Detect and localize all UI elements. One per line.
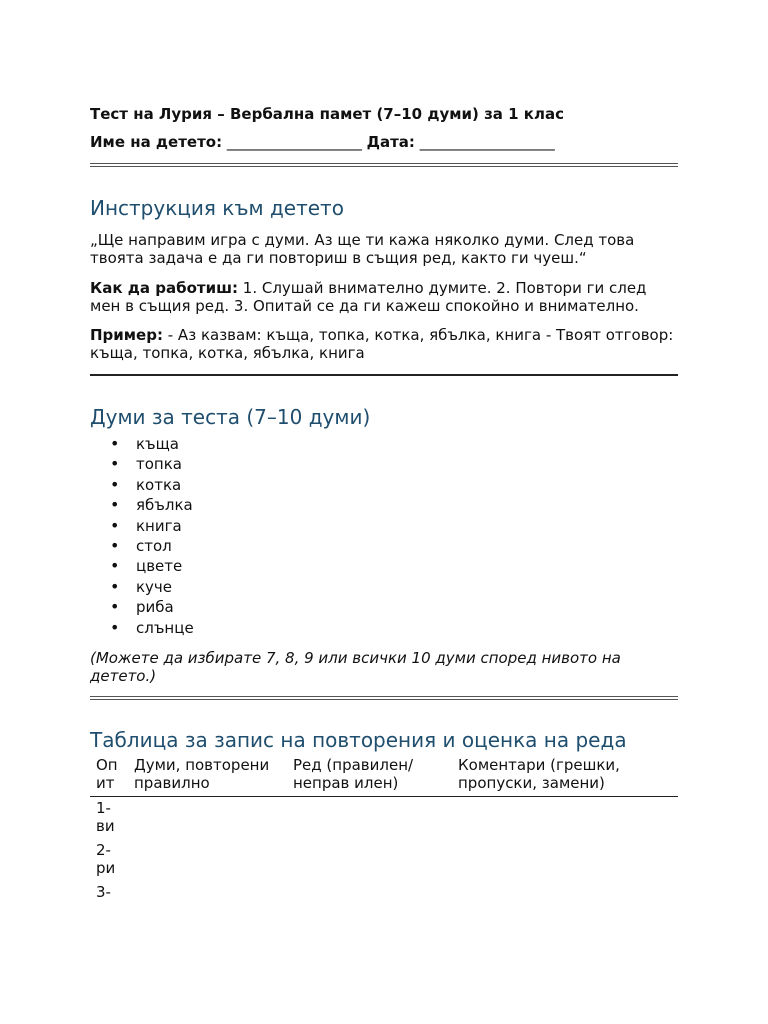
words-cell[interactable]: [128, 797, 287, 840]
list-item: • слънце: [90, 618, 194, 638]
column-header-attempt: Оп ит: [90, 756, 128, 797]
date-blank[interactable]: __________________: [414, 133, 555, 151]
table-row: [90, 839, 678, 881]
list-item: • стол: [90, 536, 194, 556]
list-item: • цвете: [90, 556, 194, 576]
how-text: 1. Слушай внимателно думите. 2. Повтори ги след мен в същия ред. 3. Опитай се да ги кажеш спокойно и внимателно.: [90, 279, 647, 315]
order-cell[interactable]: [287, 839, 452, 881]
how-label: Как да работиш:: [90, 279, 239, 297]
name-date-line: [90, 132, 555, 152]
list-item: • книга: [90, 516, 194, 536]
table-row: [90, 797, 678, 840]
table-heading: Таблица за запис на повторения и оценка на реда: [90, 728, 627, 752]
how-to-work: [90, 279, 678, 315]
divider-double: [90, 696, 678, 700]
name-label: Име на детето:: [90, 133, 223, 151]
list-item: • къща: [90, 434, 194, 454]
column-header-comments: Коментари (грешки, пропуски, замени): [452, 756, 678, 797]
table-header-row: [90, 756, 678, 797]
comments-cell[interactable]: [452, 839, 678, 881]
name-blank[interactable]: __________________: [222, 133, 367, 151]
list-item: • топка: [90, 454, 194, 474]
list-item: • ябълка: [90, 495, 194, 515]
attempt-cell: 3-: [96, 883, 111, 901]
attempt-cell: 2-ри: [96, 841, 116, 877]
date-label: Дата:: [366, 133, 415, 151]
comments-cell[interactable]: [452, 881, 678, 923]
order-cell[interactable]: [287, 881, 452, 923]
instruction-quote: „Ще направим игра с думи. Аз ще ти кажа няколко думи. След това твоята задача е да ги повториш в същия ред, както ги чуеш.“: [90, 231, 635, 267]
column-header-words: Думи, повторени правилно: [128, 756, 287, 797]
divider-double: [90, 163, 678, 167]
words-cell[interactable]: [128, 839, 287, 881]
title-rest: за 1 клас: [478, 105, 564, 123]
example: [90, 326, 678, 362]
example-text: - Аз казвам: къща, топка, котка, ябълка, книга - Твоят отговор: къща, топка, котка, ябълка, книга: [90, 326, 674, 362]
words-heading: Думи за теста (7–10 думи): [90, 405, 371, 429]
attempt-cell: 1-ви: [96, 799, 115, 835]
list-item: • куче: [90, 577, 194, 597]
document-title: [90, 104, 564, 124]
title-bold: Тест на Лурия – Вербална памет (7–10 думи): [90, 105, 479, 123]
list-item: • котка: [90, 475, 194, 495]
order-cell[interactable]: [287, 797, 452, 840]
word-list: [90, 434, 194, 638]
word-choice-note: (Можете да избирате 7, 8, 9 или всички 10 думи според нивото на детето.): [90, 649, 621, 685]
column-header-order: Ред (правилен/неправ илен): [287, 756, 452, 797]
list-item: • риба: [90, 597, 194, 617]
divider-single: [90, 374, 678, 376]
comments-cell[interactable]: [452, 797, 678, 840]
example-label: Пример:: [90, 326, 163, 344]
table-row: [90, 881, 678, 923]
instruction-heading: Инструкция към детето: [90, 196, 344, 220]
record-table: [90, 756, 678, 923]
words-cell[interactable]: [128, 881, 287, 923]
